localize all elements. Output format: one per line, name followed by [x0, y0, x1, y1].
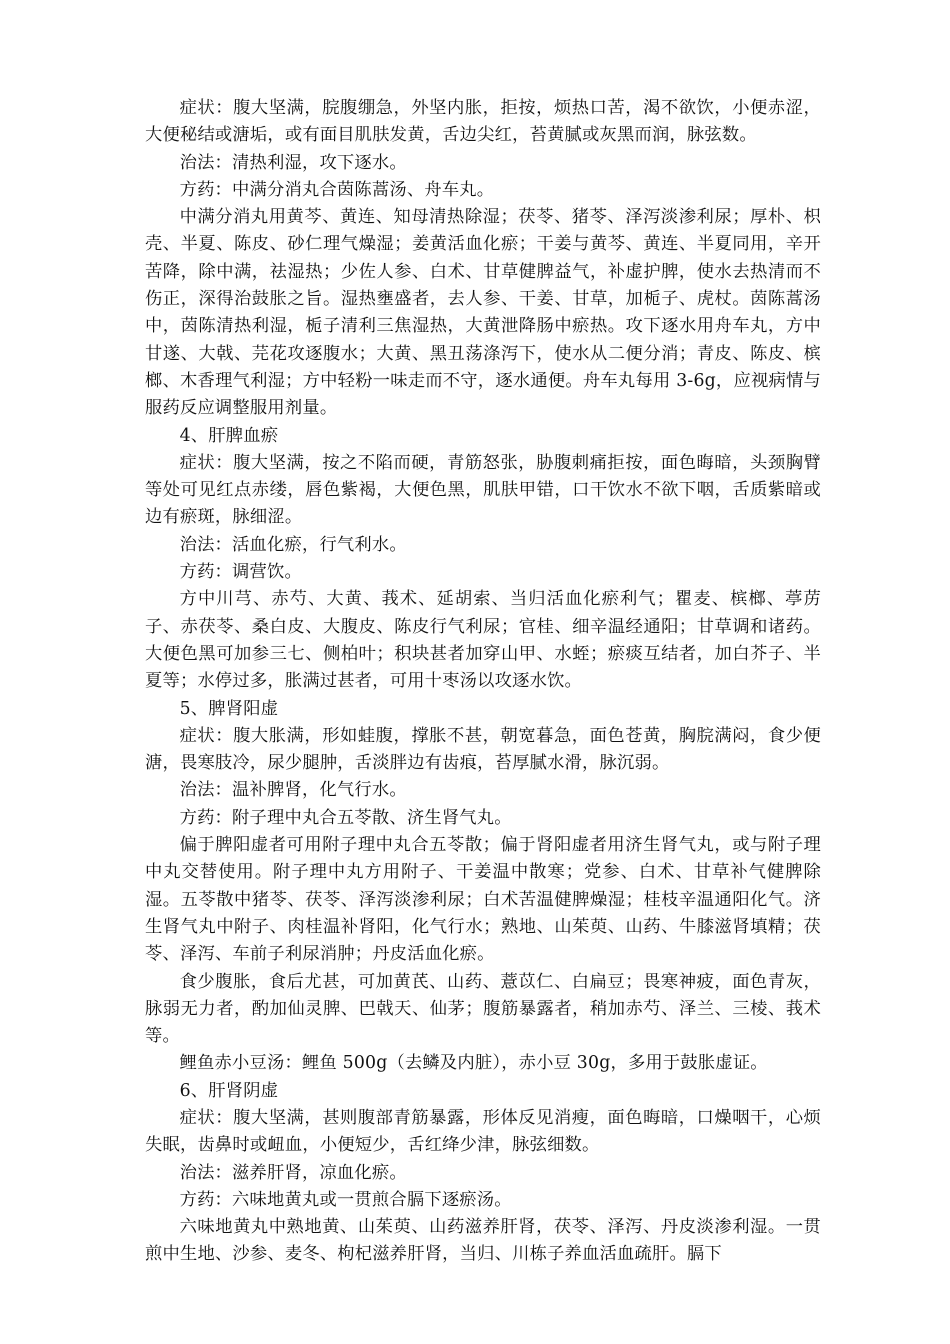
section-heading: 5、脾肾阳虚	[179, 698, 279, 719]
prescription-explanation-paragraph: 六味地黄丸中熟地黄、山茱萸、山药滋养肝肾，茯苓、泽泻、丹皮淡渗利湿。一贯煎中生地、沙参、麦冬、枸杞滋养肝肾，当归、川栋子养血活血疏肝。膈下	[145, 1217, 821, 1265]
symptoms-paragraph: 症状：腹大坚满，脘腹绷急，外坚内胀，拒按，烦热口苦，渴不欲饮，小便赤涩，大便秘结或溏垢，或有面目肌肤发黄，舌边尖红，苔黄腻或灰黑而润，脉弦数。	[145, 98, 821, 146]
treatment-paragraph: 治法：温补脾肾，化气行水。	[179, 780, 407, 801]
prescription-paragraph: 方药：附子理中丸合五苓散、济生肾气丸。	[179, 807, 512, 828]
treatment-paragraph: 治法：滋养肝肾，凉血化瘀。	[179, 1162, 407, 1183]
prescription-paragraph: 方药：中满分消丸合茵陈蒿汤、舟车丸。	[179, 179, 495, 200]
document-body	[145, 95, 821, 1269]
prescription-explanation-paragraph: 中满分消丸用黄芩、黄连、知母清热除湿；茯苓、猪苓、泽泻淡渗利尿；厚朴、枳壳、半夏、陈皮、砂仁理气燥湿；姜黄活血化瘀；干姜与黄芩、黄连、半夏同用，辛开苦降，除中满，祛湿热；少佐人参、白术、甘草健脾益气，补虚护脾，使水去热清而不伤正，深得治鼓胀之旨。湿热壅盛者，去人参、干姜、甘草，加栀子、虎杖。茵陈蒿汤中，茵陈清热利湿，栀子清利三焦湿热，大黄泄降肠中瘀热。攻下逐水用舟车丸，方中甘遂、大戟、芫花攻逐腹水；大黄、黑丑荡涤泻下，使水从二便分消；青皮、陈皮、槟榔、木香理气利湿；方中轻粉一味走而不守，逐水通便。舟车丸每用 3-6g，应视病情与服药反应调整服用剂量。	[145, 207, 821, 419]
prescription-explanation-paragraph: 方中川芎、赤芍、大黄、莪术、延胡索、当归活血化瘀利气；瞿麦、槟榔、葶苈子、赤茯苓、桑白皮、大腹皮、陈皮行气利尿；官桂、细辛温经通阳；甘草调和诸药。大便色黑可加参三七、侧柏叶；积块甚者加穿山甲、水蛭；瘀痰互结者，加白芥子、半夏等；水停过多，胀满过甚者，可用十枣汤以攻逐水饮。	[145, 589, 821, 692]
prescription-paragraph: 方药：调营饮。	[179, 562, 302, 583]
prescription-paragraph: 方药：六味地黄丸或一贯煎合膈下逐瘀汤。	[179, 1189, 512, 1210]
symptoms-paragraph: 症状：腹大坚满，甚则腹部青筋暴露，形体反见消瘦，面色晦暗，口燥咽干，心烦失眠，齿鼻时或衄血，小便短少，舌红绛少津，脉弦细数。	[145, 1107, 821, 1156]
symptoms-paragraph: 症状：腹大胀满，形如蛙腹，撑胀不甚，朝宽暮急，面色苍黄，胸脘满闷，食少便溏，畏寒肢冷，尿少腿肿，舌淡胖边有齿痕，苔厚腻水滑，脉沉弱。	[145, 725, 821, 774]
treatment-paragraph: 治法：活血化瘀，行气利水。	[179, 534, 407, 555]
diet-therapy-paragraph: 鲤鱼赤小豆汤：鲤鱼 500g（去鳞及内脏），赤小豆 30g，多用于鼓胀虚证。	[179, 1053, 768, 1074]
section-heading: 4、肝脾血瘀	[179, 425, 279, 446]
symptoms-paragraph: 症状：腹大坚满，按之不陷而硬，青筋怒张，胁腹刺痛拒按，面色晦暗，头颈胸臂等处可见红点赤缕，唇色紫褐，大便色黑，肌肤甲错，口干饮水不欲下咽，舌质紫暗或边有瘀斑，脉细涩。	[145, 452, 821, 528]
prescription-explanation-paragraph: 偏于脾阳虚者可用附子理中丸合五苓散；偏于肾阳虚者用济生肾气丸，或与附子理中丸交替使用。附子理中丸方用附子、干姜温中散寒；党参、白术、甘草补气健脾除湿。五苓散中猪苓、茯苓、泽泻淡渗利尿；白术苦温健脾燥湿；桂枝辛温通阳化气。济生肾气丸中附子、肉桂温补肾阳，化气行水；熟地、山茱萸、山药、牛膝滋肾填精；茯苓、泽泻、车前子利尿消肿；丹皮活血化瘀。	[145, 835, 821, 965]
modification-paragraph: 食少腹胀，食后尤甚，可加黄芪、山药、薏苡仁、白扁豆；畏寒神疲，面色青灰，脉弱无力者，酌加仙灵脾、巴戟天、仙茅；腹筋暴露者，稍加赤芍、泽兰、三棱、莪术等。	[145, 971, 821, 1047]
section-heading: 6、肝肾阴虚	[179, 1080, 279, 1101]
treatment-paragraph: 治法：清热利湿，攻下逐水。	[179, 152, 407, 173]
